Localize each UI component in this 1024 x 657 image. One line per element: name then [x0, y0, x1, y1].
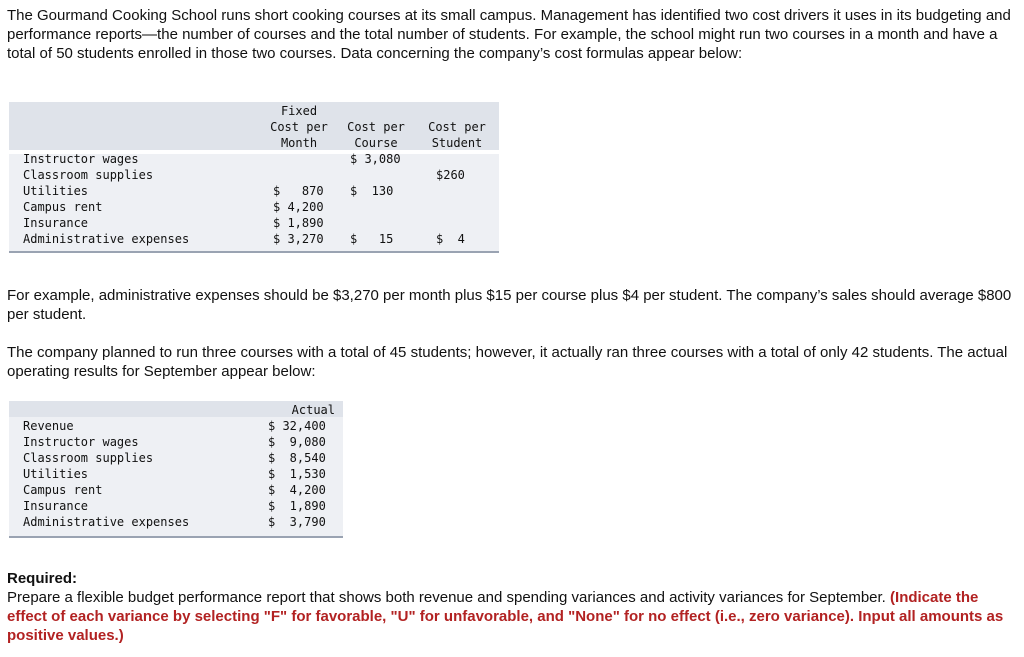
row-label: Campus rent — [23, 200, 103, 214]
cell-course: $ 130 — [350, 184, 394, 198]
cell-course: $ 15 — [350, 232, 394, 246]
header-course-line3: Course — [354, 136, 398, 150]
row-label: Administrative expenses — [23, 515, 190, 529]
cell-actual: $ 32,400 — [268, 419, 326, 433]
header-actual: Actual — [291, 403, 335, 417]
header-student-line2: Cost per — [428, 120, 486, 134]
cell-actual: $ 1,530 — [268, 467, 326, 481]
required-heading: Required: — [7, 570, 78, 587]
cell-actual: $ 8,540 — [268, 451, 326, 465]
intro-paragraph: The Gourmand Cooking School runs short cooking courses at its small campus. Management has identified two cost drivers it uses in its budgeting and performance reports—the number of courses and the total number of students. For example, the school might run two courses in a month and have a total of 50 students enrolled in those two courses. Data concerning the company’s cost formulas appear below: — [7, 7, 1011, 62]
cell-course: $ 3,080 — [350, 152, 401, 166]
cell-actual: $ 4,200 — [268, 483, 326, 497]
cost-formula-table — [9, 102, 499, 262]
row-label: Instructor wages — [23, 435, 139, 449]
row-label: Classroom supplies — [23, 168, 154, 182]
cell-fixed: $ 870 — [273, 184, 324, 198]
header-fixed-line3: Month — [280, 136, 318, 150]
header-student-line3: Student — [431, 136, 483, 150]
cell-actual: $ 1,890 — [268, 499, 326, 513]
example-paragraph: For example, administrative expenses should be $3,270 per month plus $15 per course plus $4 per student. The company’s sales should average $800 per student. — [7, 287, 1012, 323]
cell-student: $ 4 — [436, 232, 465, 246]
row-label: Campus rent — [23, 483, 103, 497]
planned-paragraph: The company planned to run three courses with a total of 45 students; however, it actually ran three courses with a total of only 42 students. The actual operating results for September appear below: — [7, 344, 1008, 380]
row-label: Administrative expenses — [23, 232, 190, 246]
required-body — [7, 588, 1012, 645]
row-label: Classroom supplies — [23, 451, 154, 465]
cell-fixed: $ 1,890 — [273, 216, 324, 230]
row-label: Revenue — [23, 419, 74, 433]
cell-actual: $ 9,080 — [268, 435, 326, 449]
row-label: Insurance — [23, 216, 89, 230]
header-fixed-line1: Fixed — [280, 104, 318, 118]
row-label: Utilities — [23, 184, 89, 198]
required-text: Prepare a flexible budget performance report that shows both revenue and spending variances and activity variances for September. — [7, 589, 886, 606]
header-course-line2: Cost per — [347, 120, 405, 134]
cell-fixed: $ 4,200 — [273, 200, 324, 214]
required-instruction: (Indicate the effect of each variance by selecting "F" for favorable, "U" for unfavorable, and "None" for no effect (i.e., zero variance). Input all amounts as positive values.) — [7, 589, 1004, 644]
cell-student: $260 — [436, 168, 465, 182]
cell-actual: $ 3,790 — [268, 515, 326, 529]
cell-fixed: $ 3,270 — [273, 232, 324, 246]
row-label: Insurance — [23, 499, 89, 513]
row-label: Instructor wages — [23, 152, 139, 166]
row-label: Utilities — [23, 467, 89, 481]
header-fixed-line2: Cost per — [270, 120, 328, 134]
actual-results-table — [9, 401, 343, 543]
